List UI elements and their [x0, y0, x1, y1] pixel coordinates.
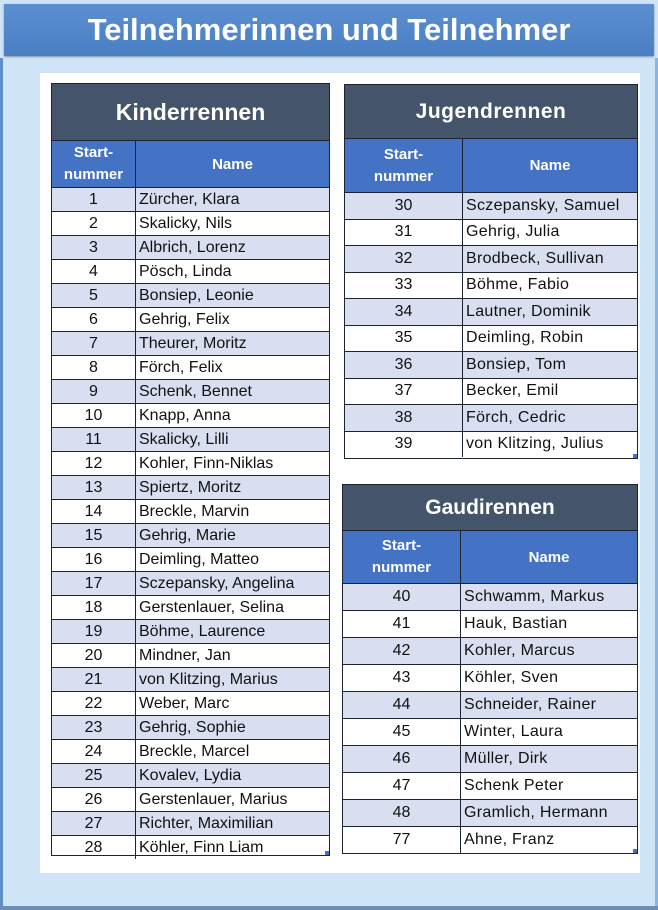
table-row	[343, 637, 637, 664]
start-number-cell: 46	[343, 746, 461, 772]
name-cell: Ahne, Franz	[464, 831, 555, 848]
name-cell: Albrich, Lorenz	[139, 238, 246, 256]
table-header	[345, 138, 637, 193]
header-name: Name	[528, 548, 570, 566]
table-row	[52, 523, 329, 547]
table-row	[52, 667, 329, 691]
name-cell: Gramlich, Hermann	[464, 804, 608, 821]
start-number-cell: 21	[52, 668, 136, 691]
name-cell: Deimling, Matteo	[139, 550, 260, 568]
table-row	[52, 211, 329, 235]
start-number-cell: 18	[52, 596, 136, 619]
name-cell: Becker, Emil	[466, 382, 559, 400]
header-name: Name	[212, 155, 253, 173]
name-cell: Knapp, Anna	[139, 406, 231, 424]
name-cell: Sczepansky, Samuel	[466, 196, 620, 214]
name-cell: Gerstenlauer, Marius	[139, 790, 288, 808]
start-number-cell: 33	[345, 273, 463, 299]
table-row	[52, 595, 329, 619]
table-row	[345, 404, 637, 431]
table-row	[343, 610, 637, 637]
table-title: Gaudirennen	[343, 485, 637, 530]
table-row	[343, 772, 637, 799]
name-cell: Spiertz, Moritz	[139, 478, 242, 496]
start-number-cell: 10	[52, 404, 136, 427]
start-number-cell: 15	[52, 524, 136, 547]
start-number-cell: 42	[343, 638, 461, 664]
start-number-cell: 44	[343, 692, 461, 718]
table-row	[52, 259, 329, 283]
name-cell: Hauk, Bastian	[464, 615, 568, 632]
start-number-cell: 38	[345, 405, 463, 431]
start-number-cell: 20	[52, 644, 136, 667]
name-cell: Bonsiep, Tom	[466, 355, 567, 373]
table-row	[345, 272, 637, 299]
name-cell: Gerstenlauer, Selina	[139, 598, 284, 616]
name-cell: Köhler, Finn Liam	[139, 838, 264, 856]
name-cell: Förch, Felix	[139, 358, 223, 376]
table-row	[52, 355, 329, 379]
table-resize-handle	[633, 849, 637, 853]
table-row	[52, 547, 329, 571]
start-number-cell: 2	[52, 212, 136, 235]
name-cell: Bonsiep, Leonie	[139, 286, 254, 304]
name-cell: Schenk, Bennet	[139, 382, 252, 400]
start-number-cell: 45	[343, 719, 461, 745]
name-cell: Deimling, Robin	[466, 329, 584, 347]
name-cell: Müller, Dirk	[464, 750, 548, 767]
name-cell: Böhme, Fabio	[466, 276, 570, 294]
name-cell: Gehrig, Marie	[139, 526, 236, 544]
table-row	[343, 664, 637, 691]
start-number-cell: 19	[52, 620, 136, 643]
start-number-cell: 27	[52, 812, 136, 835]
table-row	[52, 188, 329, 211]
name-cell: Schwamm, Markus	[464, 588, 605, 605]
name-cell: Theurer, Moritz	[139, 334, 247, 352]
name-cell: Gehrig, Felix	[139, 310, 230, 328]
name-cell: Pösch, Linda	[139, 262, 232, 280]
start-number-cell: 4	[52, 260, 136, 283]
gaudirennen-table	[342, 484, 638, 854]
name-cell: von Klitzing, Marius	[139, 670, 278, 688]
table-title: Jugendrennen	[345, 85, 637, 138]
start-number-cell: 34	[345, 299, 463, 325]
start-number-cell: 6	[52, 308, 136, 331]
start-number-cell: 8	[52, 356, 136, 379]
start-number-cell: 22	[52, 692, 136, 715]
table-header	[343, 530, 637, 584]
start-number-cell: 16	[52, 548, 136, 571]
start-number-cell: 17	[52, 572, 136, 595]
header-startnummer: Start- nummer	[345, 139, 463, 192]
start-number-cell: 12	[52, 452, 136, 475]
start-number-cell: 48	[343, 800, 461, 826]
start-number-cell: 37	[345, 379, 463, 405]
name-cell: Breckle, Marvin	[139, 502, 250, 520]
start-number-cell: 47	[343, 773, 461, 799]
kinderrennen-table	[51, 83, 330, 856]
table-row	[52, 715, 329, 739]
start-number-cell: 14	[52, 500, 136, 523]
name-cell: Böhme, Laurence	[139, 622, 266, 640]
table-row	[52, 619, 329, 643]
table-row	[345, 431, 637, 458]
name-cell: Schneider, Rainer	[464, 696, 597, 713]
start-number-cell: 1	[52, 188, 136, 211]
table-row	[345, 193, 637, 219]
start-number-cell: 40	[343, 584, 461, 610]
start-number-cell: 23	[52, 716, 136, 739]
table-row	[52, 499, 329, 523]
start-number-cell: 25	[52, 764, 136, 787]
start-number-cell: 28	[52, 836, 136, 859]
table-row	[52, 571, 329, 595]
start-number-cell: 43	[343, 665, 461, 691]
name-cell: Köhler, Sven	[464, 669, 559, 686]
table-row	[52, 739, 329, 763]
start-number-cell: 36	[345, 352, 463, 378]
table-row	[52, 283, 329, 307]
table-row	[52, 331, 329, 355]
name-cell: Kovalev, Lydia	[139, 766, 242, 784]
name-cell: Förch, Cedric	[466, 408, 566, 426]
table-row	[343, 718, 637, 745]
table-row	[345, 245, 637, 272]
name-cell: Gehrig, Julia	[466, 223, 560, 241]
table-header	[52, 140, 329, 188]
name-cell: Mindner, Jan	[139, 646, 231, 664]
table-row	[52, 451, 329, 475]
table-row	[52, 403, 329, 427]
table-row	[52, 307, 329, 331]
table-row	[345, 298, 637, 325]
name-cell: Skalicky, Lilli	[139, 430, 229, 448]
table-row	[343, 826, 637, 853]
page-title: Teilnehmerinnen und Teilnehmer	[4, 4, 654, 56]
start-number-cell: 11	[52, 428, 136, 451]
start-number-cell: 9	[52, 380, 136, 403]
table-resize-handle	[633, 454, 637, 458]
start-number-cell: 41	[343, 611, 461, 637]
table-row	[52, 787, 329, 811]
table-row	[52, 475, 329, 499]
name-cell: Zürcher, Klara	[139, 190, 240, 208]
start-number-cell: 35	[345, 326, 463, 352]
start-number-cell: 7	[52, 332, 136, 355]
name-cell: Richter, Maximilian	[139, 814, 274, 832]
start-number-cell: 13	[52, 476, 136, 499]
table-row	[52, 643, 329, 667]
jugendrennen-table	[344, 84, 638, 459]
start-number-cell: 3	[52, 236, 136, 259]
name-cell: Weber, Marc	[139, 694, 230, 712]
table-row	[52, 691, 329, 715]
start-number-cell: 31	[345, 220, 463, 246]
table-row	[343, 745, 637, 772]
table-resize-handle	[325, 851, 329, 855]
table-row	[345, 325, 637, 352]
start-number-cell: 32	[345, 246, 463, 272]
table-row	[52, 763, 329, 787]
name-cell: Lautner, Dominik	[466, 302, 591, 320]
table-row	[345, 219, 637, 246]
frame-bottom-border	[0, 906, 658, 910]
table-title: Kinderrennen	[52, 84, 329, 140]
table-row	[345, 351, 637, 378]
name-cell: Sczepansky, Angelina	[139, 574, 295, 592]
name-cell: Breckle, Marcel	[139, 742, 250, 760]
name-cell: Brodbeck, Sullivan	[466, 249, 604, 267]
name-cell: Kohler, Marcus	[464, 642, 575, 659]
table-row	[343, 799, 637, 826]
table-row	[52, 235, 329, 259]
start-number-cell: 39	[345, 432, 463, 458]
start-number-cell: 26	[52, 788, 136, 811]
start-number-cell: 24	[52, 740, 136, 763]
header-startnummer: Start- nummer	[52, 141, 136, 187]
table-row	[345, 378, 637, 405]
header-startnummer: Start- nummer	[343, 531, 461, 583]
table-row	[52, 811, 329, 835]
start-number-cell: 5	[52, 284, 136, 307]
frame-left-border	[0, 58, 3, 910]
table-row	[52, 835, 329, 859]
header-name: Name	[529, 157, 571, 174]
start-number-cell: 77	[343, 827, 461, 853]
name-cell: von Klitzing, Julius	[466, 435, 604, 453]
start-number-cell: 30	[345, 193, 463, 219]
table-row	[343, 584, 637, 610]
name-cell: Gehrig, Sophie	[139, 718, 246, 736]
name-cell: Schenk Peter	[464, 777, 564, 794]
name-cell: Kohler, Finn-Niklas	[139, 454, 274, 472]
name-cell: Winter, Laura	[464, 723, 564, 740]
table-row	[343, 691, 637, 718]
table-row	[52, 379, 329, 403]
table-row	[52, 427, 329, 451]
name-cell: Skalicky, Nils	[139, 214, 233, 232]
